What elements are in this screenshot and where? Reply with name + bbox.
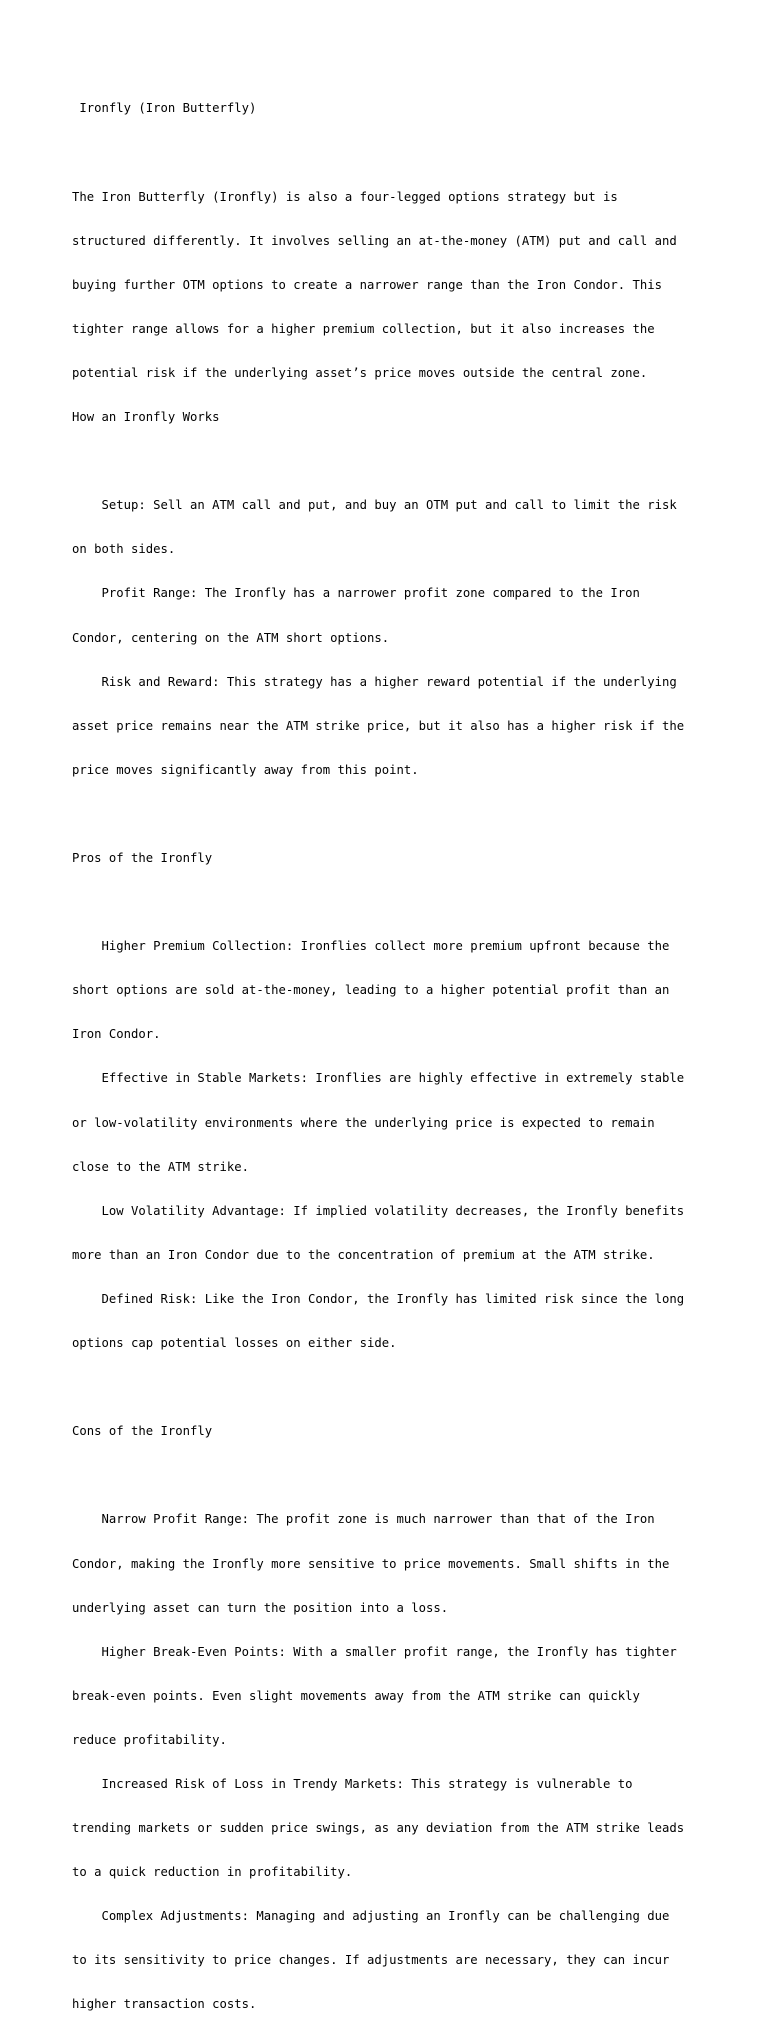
pros-line: close to the ATM strike.	[72, 1159, 250, 1174]
blank-line	[72, 1468, 712, 1483]
cons-line: Complex Adjustments: Managing and adjusting an Ironfly can be challenging due	[72, 1909, 670, 1924]
how-it-works-line: asset price remains near the ATM strike price, but it also has a higher risk if the	[72, 718, 685, 733]
pros-line: more than an Iron Condor due to the concentration of premium at the ATM strike.	[72, 1247, 655, 1262]
pros-line: options cap potential losses on either side.	[72, 1336, 397, 1351]
how-it-works-line: Risk and Reward: This strategy has a higher reward potential if the underlying	[72, 674, 677, 689]
cons-line: break-even points. Even slight movements away from the ATM strike can quickly	[72, 1688, 640, 1703]
cons-line: Narrow Profit Range: The profit zone is much narrower than that of the Iron	[72, 1512, 655, 1527]
document-title: Ironfly (Iron Butterfly)	[72, 101, 257, 116]
pros-line: Defined Risk: Like the Iron Condor, the Ironfly has limited risk since the long	[72, 1291, 685, 1306]
cons-line: trending markets or sudden price swings, as any deviation from the ATM strike leads	[72, 1821, 685, 1836]
cons-line: to a quick reduction in profitability.	[72, 1865, 353, 1880]
cons-line: Increased Risk of Loss in Trendy Markets: This strategy is vulnerable to	[72, 1776, 633, 1791]
cons-line: reduce profitability.	[72, 1732, 227, 1747]
intro-line: tighter range allows for a higher premium collection, but it also increases the	[72, 321, 655, 336]
cons-line: Condor, making the Ironfly more sensitive to price movements. Small shifts in the	[72, 1556, 670, 1571]
blank-line	[72, 146, 712, 161]
pros-line: or low-volatility environments where the underlying price is expected to remain	[72, 1115, 655, 1130]
pros-line: short options are sold at-the-money, leading to a higher potential profit than an	[72, 983, 670, 998]
how-it-works-line: Condor, centering on the ATM short options.	[72, 630, 390, 645]
intro-line: The Iron Butterfly (Ironfly) is also a four-legged options strategy but is	[72, 189, 618, 204]
blank-line	[72, 807, 712, 822]
cons-line: to its sensitivity to price changes. If adjustments are necessary, they can incur	[72, 1953, 670, 1968]
section-heading-how-it-works: How an Ironfly Works	[72, 410, 220, 425]
pros-line: Low Volatility Advantage: If implied volatility decreases, the Ironfly benefits	[72, 1203, 685, 1218]
document-body	[72, 72, 712, 2027]
intro-line: structured differently. It involves selling an at-the-money (ATM) put and call and	[72, 233, 677, 248]
section-heading-cons: Cons of the Ironfly	[72, 1424, 213, 1439]
how-it-works-line: price moves significantly away from this point.	[72, 762, 419, 777]
blank-line	[72, 1380, 712, 1395]
blank-line	[72, 454, 712, 469]
cons-line: underlying asset can turn the position into a loss.	[72, 1600, 449, 1615]
cons-line: Higher Break-Even Points: With a smaller profit range, the Ironfly has tighter	[72, 1644, 677, 1659]
section-heading-pros: Pros of the Ironfly	[72, 851, 213, 865]
pros-line: Higher Premium Collection: Ironflies collect more premium upfront because the	[72, 939, 670, 954]
pros-line: Effective in Stable Markets: Ironflies are highly effective in extremely stable	[72, 1071, 685, 1086]
how-it-works-line: Profit Range: The Ironfly has a narrower profit zone compared to the Iron	[72, 586, 640, 601]
pros-line: Iron Condor.	[72, 1027, 161, 1042]
intro-line: buying further OTM options to create a narrower range than the Iron Condor. This	[72, 277, 663, 292]
intro-line: potential risk if the underlying asset’s price moves outside the central zone.	[72, 365, 648, 380]
cons-line: higher transaction costs.	[72, 1997, 257, 2012]
how-it-works-line: on both sides.	[72, 542, 176, 557]
blank-line	[72, 895, 712, 910]
how-it-works-line: Setup: Sell an ATM call and put, and buy an OTM put and call to limit the risk	[72, 498, 677, 513]
